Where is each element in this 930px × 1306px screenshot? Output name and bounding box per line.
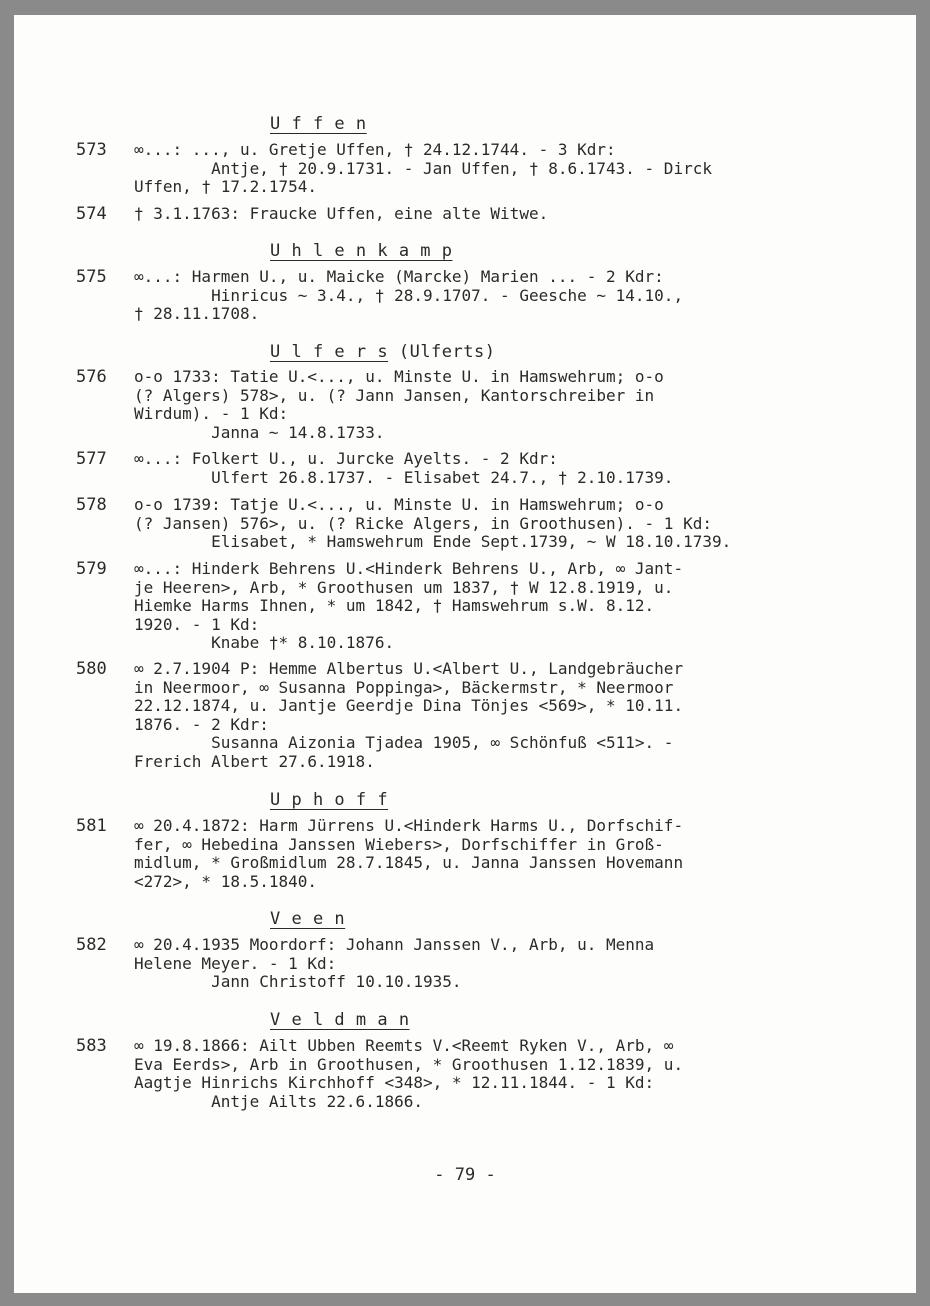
entry-text: ∞ 2.7.1904 P: Hemme Albertus U.<Albert U., Landgebräucher in Neermoor, ∞ Susanna Poppinga>, Bäckermstr, * Neermoor 22.12.1874, u. Jantje Geerdje Dina Tönjes <569>, * 10.11. 1876. - 2 Kdr: Susanna Aizonia Tjadea 1905, ∞ Schönfuß <511>. - Frerich Albert 27.6.1918.: [134, 659, 684, 771]
entry-text: o-o 1739: Tatje U.<..., u. Minste U. in Hamswehrum; o-o (? Jansen) 576>, u. (? Ricke Algers, in Groothusen). - 1 Kd: Elisabet, * Hamswehrum Ende Sept.1739, ~ W 18.10.1739.: [134, 495, 732, 551]
page-number: - 79 -: [434, 1165, 496, 1185]
entry-number: 573: [76, 140, 107, 160]
entry-text: ∞ 20.4.1935 Moordorf: Johann Janssen V., Arb, u. Menna Helene Meyer. - 1 Kd: Jann Christoff 10.10.1935.: [134, 935, 655, 991]
entry-number: 583: [76, 1036, 107, 1056]
entry-number: 579: [76, 559, 107, 579]
section-heading: U f f e n: [270, 114, 367, 134]
entry-number: 576: [76, 367, 107, 387]
entry-text: ∞ 20.4.1872: Harm Jürrens U.<Hinderk Harms U., Dorfschif- fer, ∞ Hebedina Janssen Wiebers>, Dorfschiffer in Groß- midlum, * Großmidlum 28.7.1845, u. Janna Janssen Hovemann <272>, * 18.5.1840.: [134, 816, 684, 891]
section-heading: U p h o f f: [270, 790, 389, 810]
entry-text: ∞...: Folkert U., u. Jurcke Ayelts. - 2 Kdr: Ulfert 26.8.1737. - Elisabet 24.7., † 2.10.1739.: [134, 449, 674, 487]
entry-number: 582: [76, 935, 107, 955]
entry-number: 581: [76, 816, 107, 836]
entry-text: ∞...: ..., u. Gretje Uffen, † 24.12.1744. - 3 Kdr: Antje, † 20.9.1731. - Jan Uffen, † 8.6.1743. - Dirck Uffen, † 17.2.1754.: [134, 140, 712, 196]
entry-text: † 3.1.1763: Fraucke Uffen, eine alte Witwe.: [134, 204, 549, 223]
entry-text: o-o 1733: Tatie U.<..., u. Minste U. in Hamswehrum; o-o (? Algers) 578>, u. (? Jann Jansen, Kantorschreiber in Wirdum). - 1 Kd: Janna ~ 14.8.1733.: [134, 367, 664, 442]
section-heading: U l f e r s (Ulferts): [270, 342, 496, 362]
entry-number: 578: [76, 495, 107, 515]
section-heading: U h l e n k a m p: [270, 241, 453, 261]
entry-text: ∞...: Harmen U., u. Maicke (Marcke) Marien ... - 2 Kdr: Hinricus ~ 3.4., † 28.9.1707. - Geesche ~ 14.10., † 28.11.1708.: [134, 267, 684, 323]
entry-number: 580: [76, 659, 107, 679]
entry-text: ∞...: Hinderk Behrens U.<Hinderk Behrens U., Arb, ∞ Jant- je Heeren>, Arb, * Groothusen um 1837, † W 12.8.1919, u. Hiemke Harms Ihnen, * um 1842, † Hamswehrum s.W. 8.12. 1920. - 1 Kd: Knabe †* 8.10.1876.: [134, 559, 684, 652]
entry-number: 577: [76, 449, 107, 469]
entry-text: ∞ 19.8.1866: Ailt Ubben Reemts V.<Reemt Ryken V., Arb, ∞ Eva Eerds>, Arb in Groothusen, * Groothusen 1.12.1839, u. Aagtje Hinrichs Kirchhoff <348>, * 12.11.1844. - 1 Kd: Antje Ailts 22.6.1866.: [134, 1036, 684, 1111]
entry-number: 574: [76, 204, 107, 224]
section-heading: V e e n: [270, 909, 346, 929]
document-page: [14, 15, 916, 1293]
section-heading: V e l d m a n: [270, 1010, 410, 1030]
entry-number: 575: [76, 267, 107, 287]
